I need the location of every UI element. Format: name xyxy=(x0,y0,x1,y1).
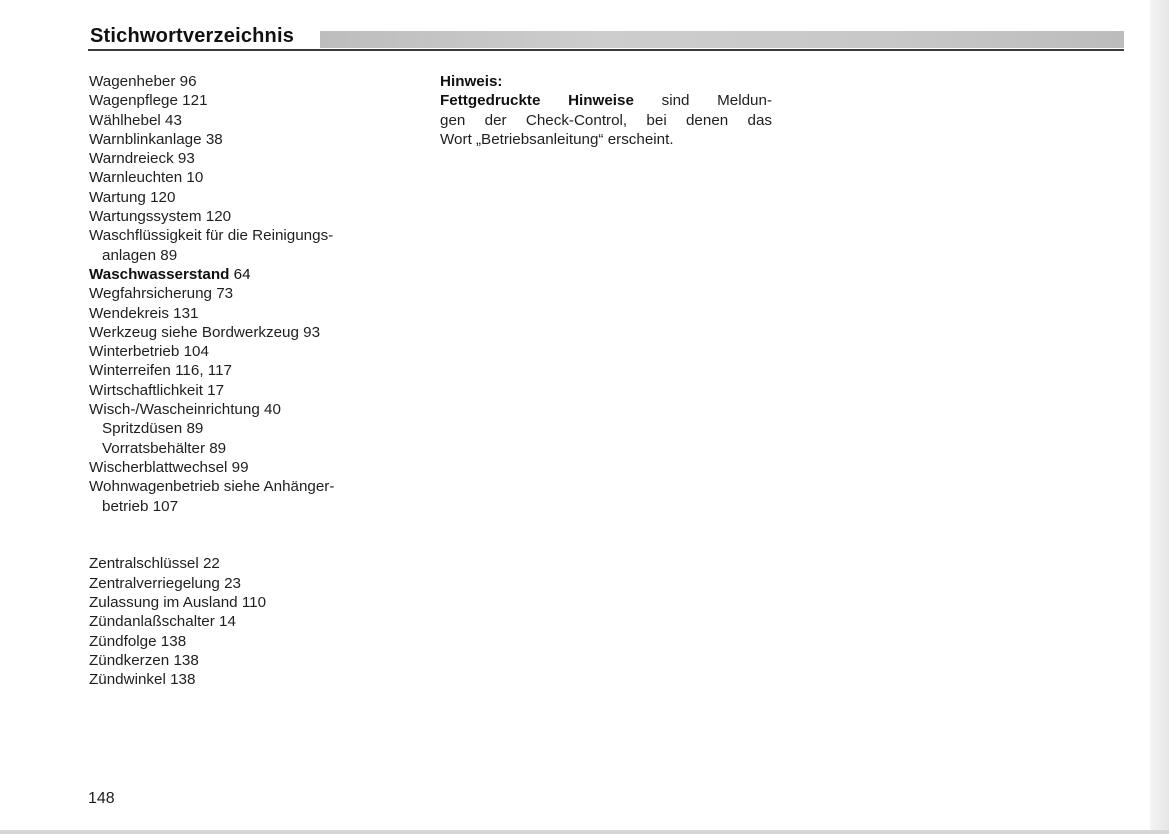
index-entry xyxy=(89,265,409,284)
index-entry xyxy=(89,72,409,91)
index-entry xyxy=(89,458,409,477)
index-page-ref: 138 xyxy=(173,651,199,669)
index-entry xyxy=(89,207,409,226)
note-line-3: Wort „Betriebsanleitung“ erscheint. xyxy=(440,130,674,148)
index-entry xyxy=(89,381,409,400)
index-page-ref: 138 xyxy=(160,632,187,650)
index-entry xyxy=(89,593,409,612)
index-entry xyxy=(89,342,409,361)
index-term: Vorratsbehälter xyxy=(102,439,205,457)
note-bold-text: Fettgedruckte Hinweise xyxy=(440,92,634,110)
index-term: Wagenheber xyxy=(89,73,176,90)
index-page-ref: 116, 117 xyxy=(175,362,232,380)
note-text: sind Meldun- xyxy=(661,92,773,110)
index-term: Wagenpflege xyxy=(89,92,178,110)
page-title: Stichwortverzeichnis xyxy=(90,25,295,47)
page-header xyxy=(88,24,1124,50)
index-term: Zündkerzen xyxy=(89,651,170,669)
index-term: Zündfolge xyxy=(89,632,157,650)
page-bottom-edge xyxy=(0,830,1169,834)
index-entry xyxy=(89,361,409,380)
index-term: Winterbetrieb xyxy=(89,343,180,361)
index-term: betrieb xyxy=(102,497,149,515)
index-page-ref: 89 xyxy=(209,439,227,457)
index-entry xyxy=(89,574,409,593)
index-term: Wartungssystem xyxy=(89,208,202,226)
index-entry xyxy=(89,632,409,651)
index-entry xyxy=(89,304,409,323)
index-page-ref: 93 xyxy=(303,323,321,341)
index-entry xyxy=(89,323,409,342)
note-line-2: gen der Check-Control, bei denen das xyxy=(440,111,772,129)
index-term: Wählhebel xyxy=(89,111,161,129)
index-entry xyxy=(89,554,409,573)
index-page-ref: 131 xyxy=(173,304,199,322)
index-page-ref: 110 xyxy=(241,594,267,612)
index-page-ref: 93 xyxy=(177,150,195,168)
index-entry xyxy=(89,670,409,689)
index-term: Warnleuchten xyxy=(89,169,183,187)
index-term: Wischerblattwechsel xyxy=(89,458,228,476)
index-page-ref: 89 xyxy=(186,420,204,438)
index-term: Warndreieck xyxy=(89,150,174,168)
index-subentry xyxy=(89,497,409,516)
index-term: Zündanlaßschalter xyxy=(89,613,215,631)
index-page-ref: 38 xyxy=(205,130,223,148)
index-term: Wartung xyxy=(89,188,146,206)
index-page-ref: 10 xyxy=(186,169,204,187)
index-term: Zulassung im Ausland xyxy=(89,594,238,612)
index-page-ref: 120 xyxy=(205,208,232,226)
index-entry xyxy=(89,284,409,303)
header-rule xyxy=(88,49,1124,51)
index-term: Winterreifen xyxy=(89,362,171,380)
index-entry xyxy=(89,651,409,670)
index-entry xyxy=(89,149,409,168)
index-term: Wegfahrsicherung xyxy=(89,285,212,303)
index-subentry xyxy=(89,419,409,438)
index-subentry xyxy=(89,246,409,265)
index-entry xyxy=(89,111,409,130)
index-entry xyxy=(89,188,409,207)
index-page-ref: 120 xyxy=(150,188,176,206)
index-page-ref: 17 xyxy=(207,381,225,399)
index-page-ref: 96 xyxy=(179,73,197,90)
page-edge xyxy=(1150,0,1169,834)
index-term: Wirtschaftlichkeit xyxy=(89,381,203,399)
index-term: Waschflüssigkeit für die Reinigungs- xyxy=(89,227,334,245)
index-page-ref: 121 xyxy=(182,92,208,110)
note-box xyxy=(440,72,772,149)
index-page-ref: 23 xyxy=(224,574,241,592)
index-page-ref: 89 xyxy=(160,246,178,264)
index-entry xyxy=(89,168,409,187)
note-line-1 xyxy=(440,91,772,110)
index-page-ref: 73 xyxy=(216,285,234,303)
header-bar xyxy=(320,31,1124,48)
index-page-ref: 99 xyxy=(231,458,249,476)
index-entry xyxy=(89,477,409,496)
index-page-ref: 14 xyxy=(219,613,236,631)
index-entry xyxy=(89,91,409,110)
index-page-ref: 40 xyxy=(264,401,281,419)
index-term: Warnblinkanlage xyxy=(89,130,202,148)
index-spacer xyxy=(89,516,409,535)
index-page-ref: 107 xyxy=(152,497,179,515)
note-heading: Hinweis: xyxy=(440,73,503,90)
index-term: anlagen xyxy=(102,246,157,264)
index-entry xyxy=(89,612,409,631)
index-page-ref: 43 xyxy=(165,111,182,129)
index-term: Zentralschlüssel xyxy=(89,555,199,573)
index-term: Waschwasserstand xyxy=(89,265,230,283)
index-term: Werkzeug siehe Bordwerkzeug xyxy=(89,323,299,341)
index-entry xyxy=(89,226,409,245)
index-page-ref: 104 xyxy=(183,343,209,361)
index-entry xyxy=(89,130,409,149)
index-term: Zentralverriegelung xyxy=(89,574,220,592)
index-term: Zündwinkel xyxy=(89,671,166,689)
index-term: Wisch-/Wascheinrichtung xyxy=(89,401,260,419)
page-number: 148 xyxy=(88,790,115,807)
index-page-ref: 138 xyxy=(170,671,196,689)
index-spacer xyxy=(89,535,409,554)
index-page-ref: 64 xyxy=(233,265,251,283)
index-subentry xyxy=(89,439,409,458)
index-term: Wohnwagenbetrieb siehe Anhänger- xyxy=(89,478,335,496)
index-term: Wendekreis xyxy=(89,304,169,322)
index-list xyxy=(89,72,409,690)
index-page-ref: 22 xyxy=(202,555,220,573)
index-entry xyxy=(89,400,409,419)
index-term: Spritzdüsen xyxy=(102,420,183,438)
